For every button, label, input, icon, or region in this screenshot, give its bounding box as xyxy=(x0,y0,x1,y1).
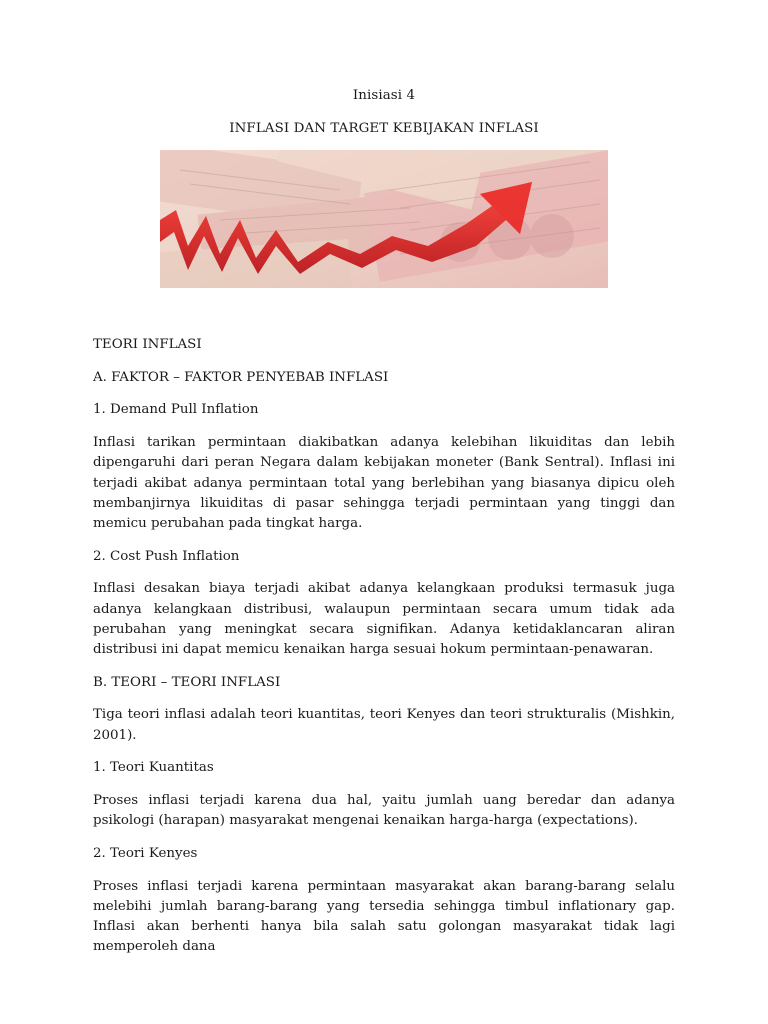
demand-pull-heading: 1. Demand Pull Inflation xyxy=(93,402,259,418)
keynes-theory-heading: 2. Teori Kenyes xyxy=(93,845,198,861)
quantity-theory-paragraph: Proses inflasi terjadi karena dua hal, yaitu jumlah uang beredar dan adanya psikologi (harapan) masyarakat mengenai kenaikan harga-harga (expectations). xyxy=(93,792,675,829)
inflation-banknote-arrow-image xyxy=(160,150,608,288)
keynes-theory-paragraph: Proses inflasi terjadi karena permintaan masyarakat akan barang-barang selalu melebihi jumlah barang-barang yang tersedia sehingga timbul inflationary gap. Inflasi akan berhenti hanya bila salah satu golongan masyarakat tidak lagi memperoleh dana xyxy=(93,878,675,955)
cost-push-heading: 2. Cost Push Inflation xyxy=(93,548,240,564)
quantity-theory-heading: 1. Teori Kuantitas xyxy=(93,760,214,776)
document-subtitle: Inisiasi 4 xyxy=(352,88,416,103)
theories-intro-paragraph: Tiga teori inflasi adalah teori kuantitas, teori Kenyes dan teori strukturalis (Mishkin, 2001). xyxy=(93,707,675,743)
part-a-heading: A. FAKTOR – FAKTOR PENYEBAB INFLASI xyxy=(93,369,389,385)
section-title: TEORI INFLASI xyxy=(93,337,202,352)
part-b-heading: B. TEORI – TEORI INFLASI xyxy=(93,674,281,690)
document-body xyxy=(93,335,675,970)
inflation-image-svg xyxy=(160,150,608,288)
cost-push-paragraph: Inflasi desakan biaya terjadi akibat adanya kelangkaan produksi termasuk juga adanya kelangkaan distribusi, walaupun permintaan secara umum tidak ada perubahan yang meningkat secara signifikan. Adanya ketidaklancaran aliran distribusi ini dapat memicu kenaikan harga sesuai hokum permintaan-penawaran. xyxy=(93,581,675,657)
document-title: INFLASI DAN TARGET KEBIJAKAN INFLASI xyxy=(229,121,539,136)
demand-pull-paragraph: Inflasi tarikan permintaan diakibatkan adanya kelebihan likuiditas dan lebih dipengaruhi dari peran Negara dalam kebijakan moneter (Bank Sentral). Inflasi ini terjadi akibat adanya permintaan total yang berlebihan yang biasanya dipicu oleh membanjirnya likuiditas di pasar sehingga terjadi permintaan yang tinggi dan memicu perubahan pada tingkat harga. xyxy=(93,435,675,531)
